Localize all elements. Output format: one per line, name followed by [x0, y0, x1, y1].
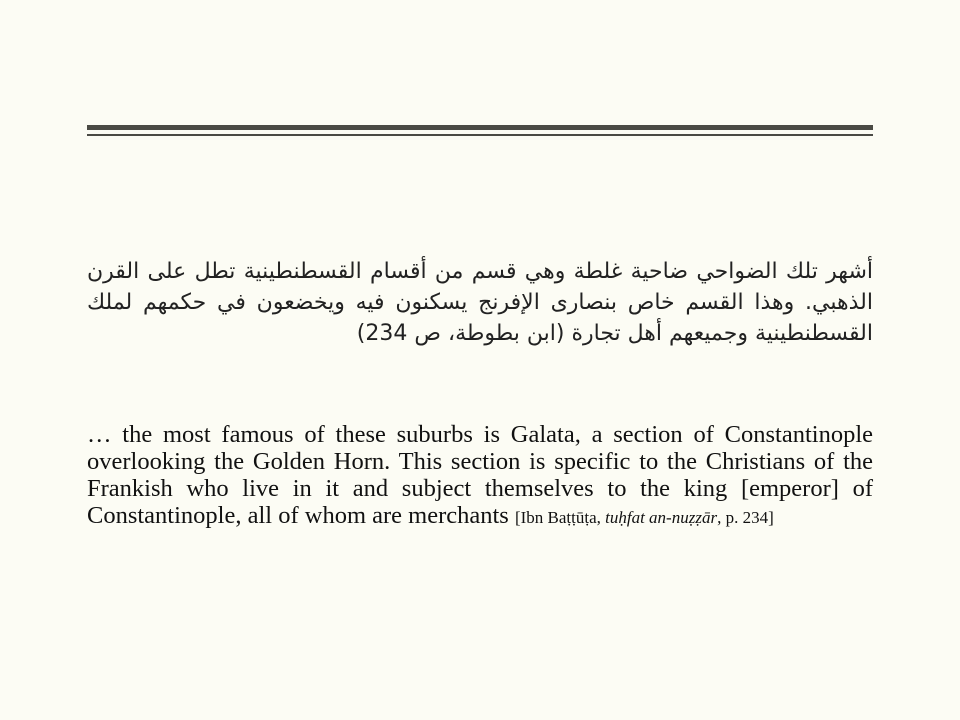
citation-rest: , p. 234]	[717, 508, 774, 527]
top-rule-thin	[87, 134, 873, 136]
translation-text: … the most famous of these suburbs is Galata, a section of Constantinople overlooking the Golden Horn. This section is specific to the Christians of the Frankish who live in it and subject themselves to the king [emperor] of Constantinople, all of whom are merchants	[87, 421, 873, 529]
english-translation	[87, 421, 873, 531]
citation	[515, 508, 774, 527]
top-rule-thick	[87, 125, 873, 130]
arabic-quote: أشهر تلك الضواحي ضاحية غلطة وهي قسم من أقسام القسطنطينية تطل على القرن الذهبي. وهذا القسم خاص بنصارى الإفرنج يسكنون فيه ويخضعون في حكمهم لملك القسطنطينية وجميعهم أهل تجارة (ابن بطوطة، ص 234)	[87, 259, 873, 346]
citation-open: [Ibn Baṭṭūṭa,	[514, 508, 601, 527]
citation-title: tuḥfat an-nuẓẓār	[605, 508, 718, 527]
